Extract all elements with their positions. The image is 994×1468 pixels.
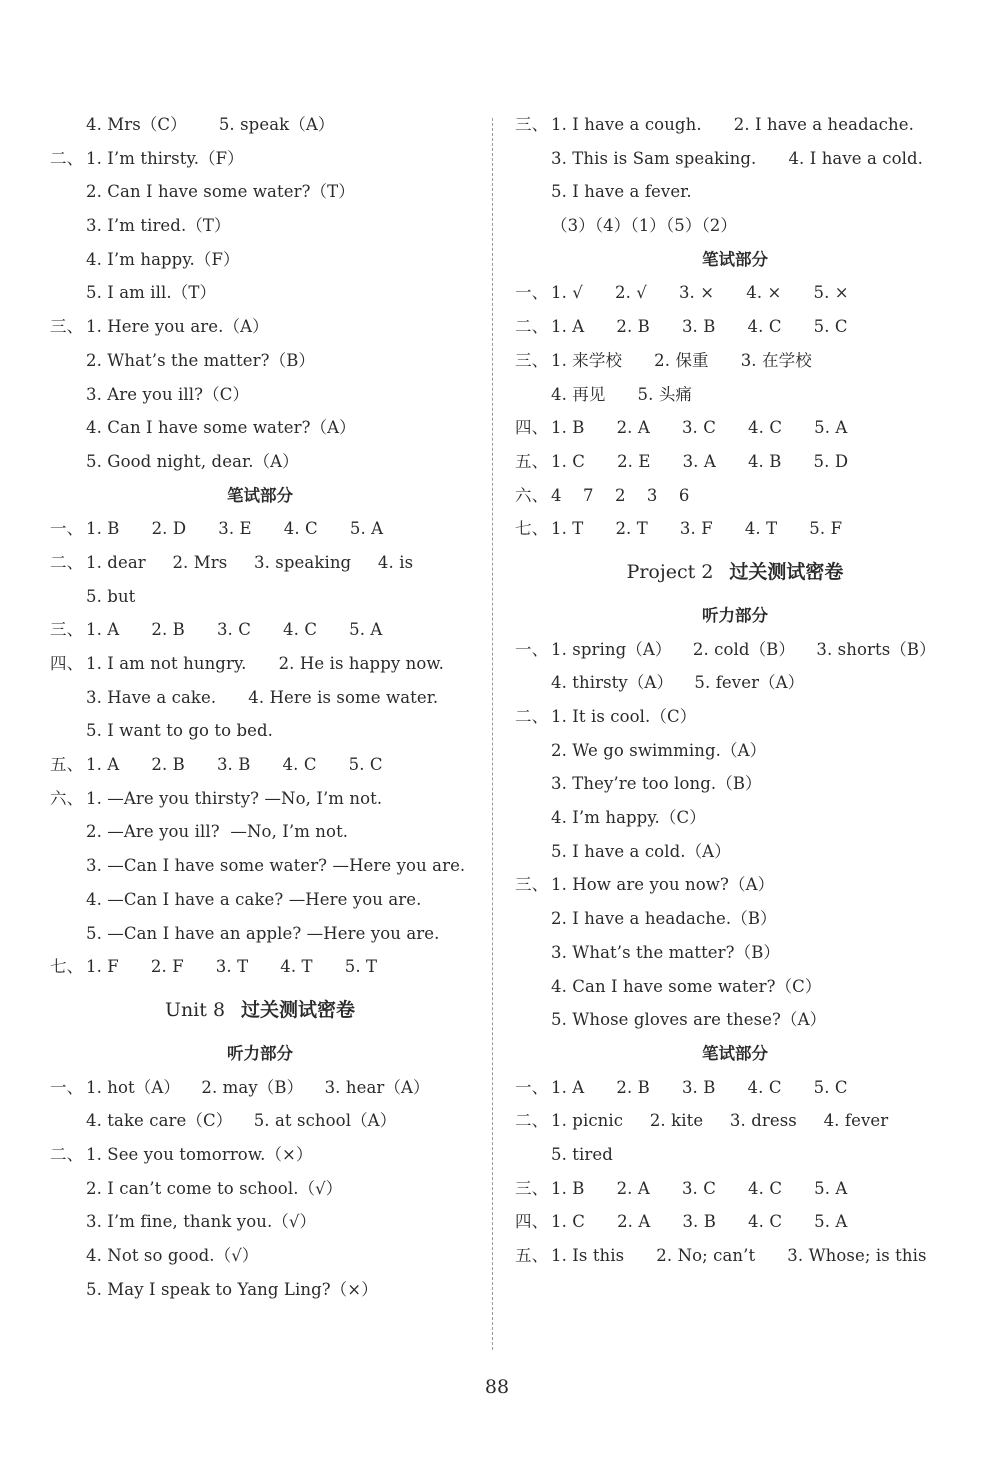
answer-text: 3. I’m tired.（T） bbox=[86, 216, 231, 236]
answer-text: 1. F 2. F 3. T 4. T 5. T bbox=[86, 957, 378, 977]
right-column bbox=[515, 108, 955, 1273]
answer-line bbox=[515, 1071, 955, 1105]
answer-text: 5. I have a fever. bbox=[551, 182, 692, 202]
answer-line bbox=[50, 1172, 470, 1206]
answer-line bbox=[515, 1003, 955, 1037]
answer-text: 1. How are you now?（A） bbox=[551, 875, 775, 895]
answer-text: 5. I am ill.（T） bbox=[86, 283, 217, 303]
answer-text: 4. Can I have some water?（C） bbox=[551, 976, 822, 996]
answer-text: 4 7 2 3 6 bbox=[551, 485, 690, 505]
answer-text: 2. I have a headache.（B） bbox=[551, 909, 777, 929]
answer-line bbox=[50, 411, 470, 445]
question-number: 一、 bbox=[50, 1077, 84, 1097]
answer-text: 4. Mrs（C） 5. speak（A） bbox=[86, 115, 335, 134]
answer-line bbox=[515, 902, 955, 936]
answer-line bbox=[50, 714, 470, 748]
answer-line bbox=[50, 748, 470, 782]
question-number: 三、 bbox=[515, 115, 549, 134]
answer-line bbox=[515, 1104, 955, 1138]
answer-text: 1. dear 2. Mrs 3. speaking 4. is bbox=[86, 552, 414, 572]
column-divider bbox=[492, 118, 493, 1350]
answer-line bbox=[515, 1239, 955, 1273]
section-heading: 笔试部分 bbox=[227, 485, 293, 505]
answer-line bbox=[515, 512, 955, 546]
answer-line bbox=[50, 815, 470, 849]
answer-text: 1. C 2. E 3. A 4. B 5. D bbox=[551, 451, 849, 471]
answer-line bbox=[50, 1071, 470, 1105]
question-number: 五、 bbox=[515, 1246, 549, 1265]
answer-line bbox=[515, 734, 955, 768]
answer-line bbox=[515, 1138, 955, 1172]
answer-text: 2. We go swimming.（A） bbox=[551, 740, 767, 760]
answer-text: 2. What’s the matter?（B） bbox=[86, 350, 316, 370]
question-number: 二、 bbox=[50, 1144, 84, 1164]
answer-line bbox=[50, 1239, 470, 1273]
answer-text: 5. Good night, dear.（A） bbox=[86, 451, 299, 471]
question-number: 五、 bbox=[515, 451, 549, 471]
answer-text: 3. This is Sam speaking. 4. I have a cold. bbox=[551, 148, 924, 168]
page-number: 88 bbox=[484, 1376, 510, 1398]
answer-text: 3. What’s the matter?（B） bbox=[551, 942, 781, 962]
answer-text: 4. Can I have some water?（A） bbox=[86, 418, 356, 438]
answer-text: 3. Are you ill?（C） bbox=[86, 384, 250, 404]
question-number: 五、 bbox=[50, 755, 84, 775]
answer-line bbox=[50, 849, 470, 883]
question-number: 三、 bbox=[515, 1178, 549, 1198]
answer-line bbox=[50, 243, 470, 277]
answer-text: 2. —Are you ill? —No, I’m not. bbox=[86, 822, 349, 842]
question-number: 一、 bbox=[515, 1077, 549, 1097]
answer-text: 1. It is cool.（C） bbox=[551, 707, 697, 726]
answer-line bbox=[50, 681, 470, 715]
question-number: 四、 bbox=[50, 654, 84, 673]
answer-line bbox=[50, 917, 470, 951]
answer-line bbox=[515, 633, 955, 667]
answer-line bbox=[50, 175, 470, 209]
answer-text: 1. —Are you thirsty? —No, I’m not. bbox=[86, 788, 383, 808]
section-heading: 听力部分 bbox=[227, 1043, 293, 1063]
answer-text: 4. thirsty（A） 5. fever（A） bbox=[551, 673, 805, 693]
section-heading: 听力部分 bbox=[702, 605, 768, 625]
left-column bbox=[50, 108, 470, 1306]
answer-line bbox=[515, 936, 955, 970]
answer-line bbox=[515, 1172, 955, 1206]
answer-text: 1. B 2. A 3. C 4. C 5. A bbox=[551, 1178, 848, 1198]
answer-line bbox=[515, 1205, 955, 1239]
answer-text: 4. I’m happy.（F） bbox=[86, 249, 240, 269]
answer-line bbox=[50, 378, 470, 412]
question-number: 七、 bbox=[50, 957, 84, 977]
answer-text: 4. —Can I have a cake? —Here you are. bbox=[86, 889, 422, 909]
answer-text: 1. A 2. B 3. C 4. C 5. A bbox=[86, 620, 383, 640]
answer-text: 1. 来学校 2. 保重 3. 在学校 bbox=[551, 350, 812, 370]
answer-text: 1. A 2. B 3. B 4. C 5. C bbox=[551, 1077, 848, 1097]
unit-title-caption: 过关测试密卷 bbox=[241, 998, 356, 1021]
answer-line bbox=[515, 378, 955, 412]
section-heading: 笔试部分 bbox=[702, 249, 768, 269]
question-number: 六、 bbox=[50, 788, 84, 808]
section-heading: 笔试部分 bbox=[702, 1043, 768, 1063]
answer-line bbox=[515, 344, 955, 378]
answer-line bbox=[515, 411, 955, 445]
answer-text: 1. I am not hungry. 2. He is happy now. bbox=[86, 654, 444, 673]
question-number: 四、 bbox=[515, 418, 549, 438]
answer-text: 1. B 2. D 3. E 4. C 5. A bbox=[86, 519, 384, 539]
answer-line bbox=[515, 801, 955, 835]
unit-title bbox=[50, 984, 470, 1037]
answer-line bbox=[50, 108, 470, 142]
answer-line bbox=[50, 1273, 470, 1307]
answer-line bbox=[50, 445, 470, 479]
answer-line bbox=[50, 782, 470, 816]
answer-text: 1. spring（A） 2. cold（B） 3. shorts（B） bbox=[551, 639, 936, 659]
answer-line bbox=[515, 310, 955, 344]
answer-line bbox=[50, 647, 470, 681]
answer-text: 1. C 2. A 3. B 4. C 5. A bbox=[551, 1212, 848, 1232]
answer-line bbox=[50, 1138, 470, 1172]
question-number: 一、 bbox=[50, 519, 84, 539]
answer-line bbox=[50, 950, 470, 984]
answer-text: 1. B 2. A 3. C 4. C 5. A bbox=[551, 418, 848, 438]
answer-line bbox=[515, 700, 955, 734]
answer-line bbox=[50, 546, 470, 580]
question-number: 二、 bbox=[515, 1111, 549, 1131]
answer-line bbox=[515, 108, 955, 142]
question-number: 三、 bbox=[515, 350, 549, 370]
answer-text: 1. hot（A） 2. may（B） 3. hear（A） bbox=[86, 1077, 430, 1097]
answer-line bbox=[515, 175, 955, 209]
answer-text: 1. T 2. T 3. F 4. T 5. F bbox=[551, 519, 843, 539]
question-number: 二、 bbox=[515, 707, 549, 726]
answer-text: 5. I have a cold.（A） bbox=[551, 841, 731, 861]
answer-line bbox=[515, 767, 955, 801]
answer-text: 1. I’m thirsty.（F） bbox=[86, 148, 244, 168]
answer-text: 5. I want to go to bed. bbox=[86, 721, 274, 741]
answer-line bbox=[515, 835, 955, 869]
answer-text: 1. Here you are.（A） bbox=[86, 317, 269, 337]
answer-text: 5. May I speak to Yang Ling?（×） bbox=[86, 1279, 378, 1299]
answer-text: 4. I’m happy.（C） bbox=[551, 808, 706, 828]
answer-text: 1. A 2. B 3. B 4. C 5. C bbox=[551, 317, 848, 337]
answer-text: （3）（4）（1）（5）（2） bbox=[551, 216, 737, 236]
answer-line bbox=[515, 276, 955, 310]
answer-text: 1. Is this 2. No; can’t 3. Whose; is this bbox=[551, 1246, 927, 1265]
answer-line bbox=[515, 666, 955, 700]
answer-text: 2. I can’t come to school.（√） bbox=[86, 1178, 343, 1198]
answer-text: 1. √ 2. √ 3. × 4. × 5. × bbox=[551, 283, 849, 303]
unit-title-name: Unit 8 bbox=[164, 998, 226, 1021]
answer-text: 5. —Can I have an apple? —Here you are. bbox=[86, 923, 440, 943]
question-number: 一、 bbox=[515, 639, 549, 659]
answer-line bbox=[50, 142, 470, 176]
answer-line bbox=[515, 868, 955, 902]
answer-line bbox=[50, 1205, 470, 1239]
answer-text: 3. They’re too long.（B） bbox=[551, 774, 762, 794]
unit-title-caption: 过关测试密卷 bbox=[729, 560, 844, 583]
answer-line bbox=[515, 142, 955, 176]
question-number: 二、 bbox=[50, 552, 84, 572]
answer-text: 3. I’m fine, thank you.（√） bbox=[86, 1212, 317, 1232]
answer-line bbox=[50, 580, 470, 614]
question-number: 二、 bbox=[50, 148, 84, 168]
answer-text: 1. picnic 2. kite 3. dress 4. fever bbox=[551, 1111, 889, 1131]
answer-line bbox=[50, 276, 470, 310]
answer-line bbox=[50, 883, 470, 917]
answer-text: 1. A 2. B 3. B 4. C 5. C bbox=[86, 755, 383, 775]
unit-title bbox=[515, 546, 955, 599]
answer-line bbox=[515, 479, 955, 513]
answer-text: 5. tired bbox=[551, 1144, 613, 1164]
question-number: 一、 bbox=[515, 283, 549, 303]
answer-text: 3. —Can I have some water? —Here you are. bbox=[86, 856, 466, 876]
question-number: 三、 bbox=[515, 875, 549, 895]
answer-line bbox=[515, 970, 955, 1004]
question-number: 三、 bbox=[50, 620, 84, 640]
answer-line bbox=[515, 445, 955, 479]
answer-text: 4. Not so good.（√） bbox=[86, 1246, 259, 1265]
question-number: 三、 bbox=[50, 317, 84, 337]
answer-text: 1. I have a cough. 2. I have a headache. bbox=[551, 115, 914, 134]
answer-text: 4. take care（C） 5. at school（A） bbox=[86, 1111, 397, 1131]
question-number: 七、 bbox=[515, 519, 549, 539]
answer-line bbox=[50, 512, 470, 546]
question-number: 四、 bbox=[515, 1212, 549, 1232]
answer-text: 1. See you tomorrow.（×） bbox=[86, 1144, 313, 1164]
answer-line bbox=[50, 1104, 470, 1138]
answer-line bbox=[50, 613, 470, 647]
unit-title-name: Project 2 bbox=[626, 560, 714, 583]
answer-line bbox=[50, 310, 470, 344]
question-number: 六、 bbox=[515, 485, 549, 505]
answer-text: 5. but bbox=[86, 586, 136, 606]
answer-line bbox=[515, 209, 955, 243]
answer-text: 4. 再见 5. 头痛 bbox=[551, 384, 693, 404]
answer-line bbox=[50, 209, 470, 243]
answer-line bbox=[50, 344, 470, 378]
answer-text: 2. Can I have some water?（T） bbox=[86, 182, 355, 202]
answer-text: 3. Have a cake. 4. Here is some water. bbox=[86, 687, 439, 707]
answer-text: 5. Whose gloves are these?（A） bbox=[551, 1010, 827, 1030]
question-number: 二、 bbox=[515, 317, 549, 337]
